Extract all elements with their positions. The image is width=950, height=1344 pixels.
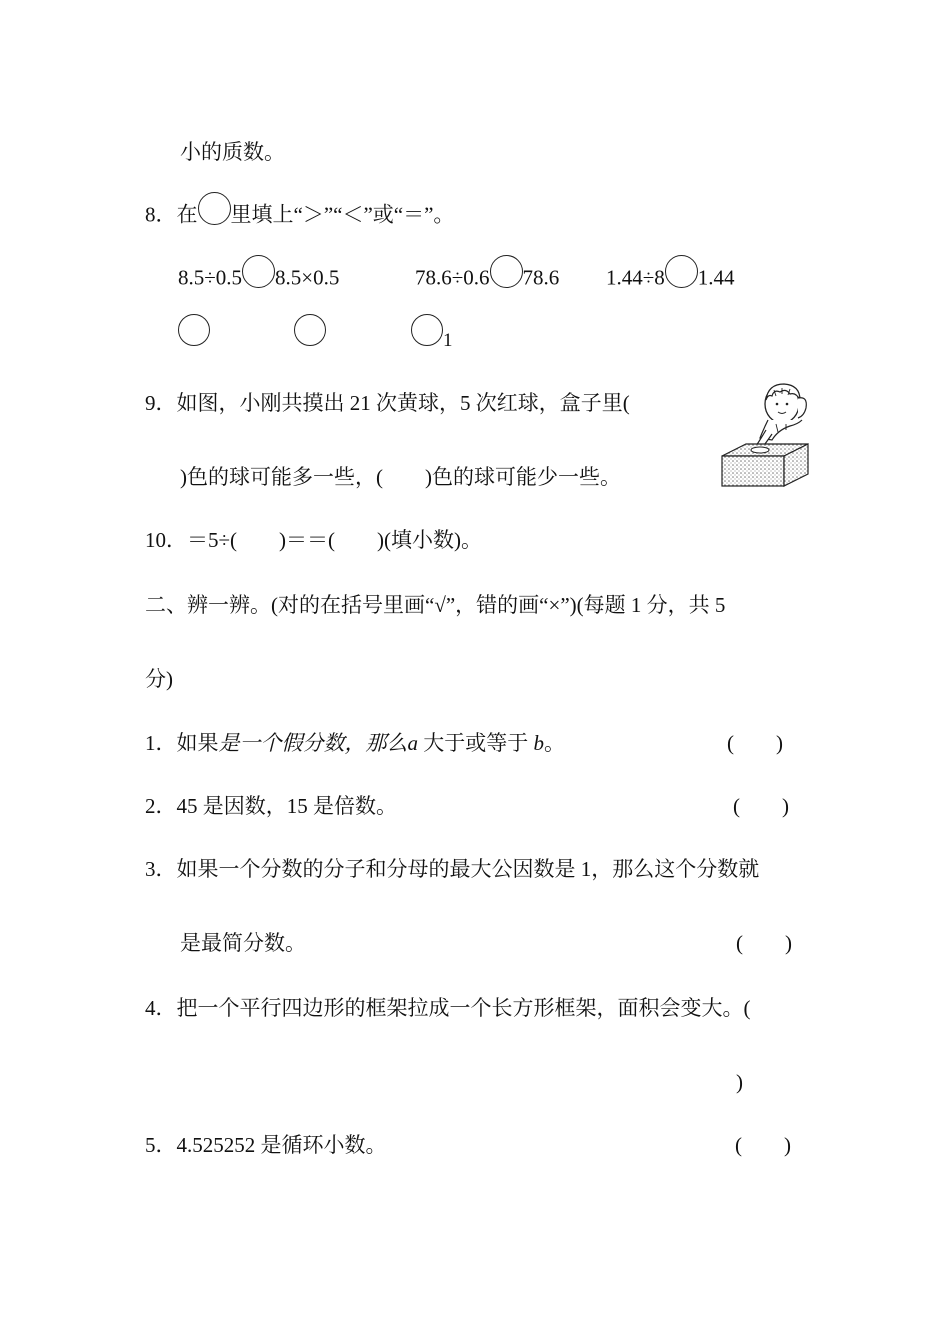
q8-expression-2 (415, 263, 559, 296)
judge-q3-line-1 (145, 856, 759, 882)
judge-q5-text: 4.525252 是循环小数。 (176, 1133, 387, 1157)
judge-q3-text-1: 如果一个分数的分子和分母的最大公因数是 1，那么这个分数就 (176, 857, 760, 881)
compare-circle-3[interactable] (665, 255, 698, 288)
compare-circle-5[interactable] (294, 314, 326, 346)
compare-circle-2[interactable] (490, 255, 523, 288)
judge-q2 (145, 793, 397, 819)
section-2-title-line-2: 分) (145, 667, 173, 691)
q9-line-1 (145, 390, 630, 416)
q8-number: 8． (145, 202, 177, 227)
judge-q2-answer-blank[interactable]: ( ) (733, 794, 789, 818)
q8-row2-tail: 1 (443, 330, 453, 351)
judge-q3-number: 3． (145, 857, 177, 881)
judge-q4-answer-close[interactable]: ) (736, 1070, 743, 1094)
q7-continuation: 小的质数。 (180, 140, 285, 164)
judge-q4-text-1: 把一个平行四边形的框架拉成一个长方形框架，面积会变大。( (176, 996, 751, 1020)
judge-q3-answer-blank[interactable]: ( ) (736, 931, 792, 955)
compare-circle-4[interactable] (178, 314, 210, 346)
q8-e2-right: 78.6 (522, 265, 560, 290)
q8-prompt (145, 200, 454, 233)
q10-line (145, 527, 482, 553)
judge-q1-answer-blank[interactable]: ( ) (727, 731, 783, 755)
judge-q5-answer-blank[interactable]: ( ) (735, 1133, 791, 1157)
judge-q1-text-f: 。 (544, 731, 565, 755)
q8-e1-right: 8.5×0.5 (275, 265, 340, 290)
judge-q2-number: 2． (145, 794, 177, 818)
q8-post: 里填上“＞”“＜”或“＝”。 (230, 202, 455, 227)
judge-q5-number: 5． (145, 1133, 177, 1157)
judge-q4-number: 4． (145, 996, 177, 1020)
judge-q1 (145, 730, 565, 756)
q9-line-2: )色的球可能多一些，( )色的球可能少一些。 (180, 465, 621, 489)
judge-q5 (145, 1132, 387, 1158)
judge-q1-number: 1． (145, 731, 177, 755)
q9-number: 9． (145, 391, 177, 415)
q10-text: ＝5÷( )＝＝( )(填小数)。 (187, 528, 482, 552)
section-2-title-line-1: 二、辨一辨。(对的在括号里画“√”，错的画“×”)(每题 1 分，共 5 (145, 593, 726, 617)
judge-q4-line-1 (145, 995, 751, 1021)
q8-pre: 在 (176, 202, 198, 227)
q10-number: 10． (145, 528, 187, 552)
judge-q1-var-b: b (533, 731, 544, 755)
compare-circle-1[interactable] (242, 255, 275, 288)
q9-text-1: 如图，小刚共摸出 21 次黄球，5 次红球，盒子里( (176, 391, 630, 415)
q8-expression-3 (606, 263, 735, 296)
judge-q1-var-a: a (407, 731, 418, 755)
circle-blank-icon (198, 192, 231, 225)
q8-e2-left: 78.6÷0.6 (415, 265, 490, 290)
judge-q2-text: 45 是因数，15 是倍数。 (176, 794, 397, 818)
q8-e1-left: 8.5÷0.5 (178, 265, 243, 290)
boy-with-box-illustration (716, 380, 816, 490)
q8-e3-left: 1.44÷8 (606, 265, 665, 290)
judge-q1-text-a: 如果 (176, 731, 219, 755)
compare-circle-6[interactable] (411, 314, 443, 346)
judge-q3-line-2: 是最简分数。 (180, 931, 306, 955)
judge-q1-text-d: 大于或等于 (423, 731, 529, 755)
q8-e3-right: 1.44 (697, 265, 735, 290)
q8-expression-1 (178, 263, 339, 296)
judge-q1-text-b: 是一个假分数，那么 (218, 731, 408, 755)
